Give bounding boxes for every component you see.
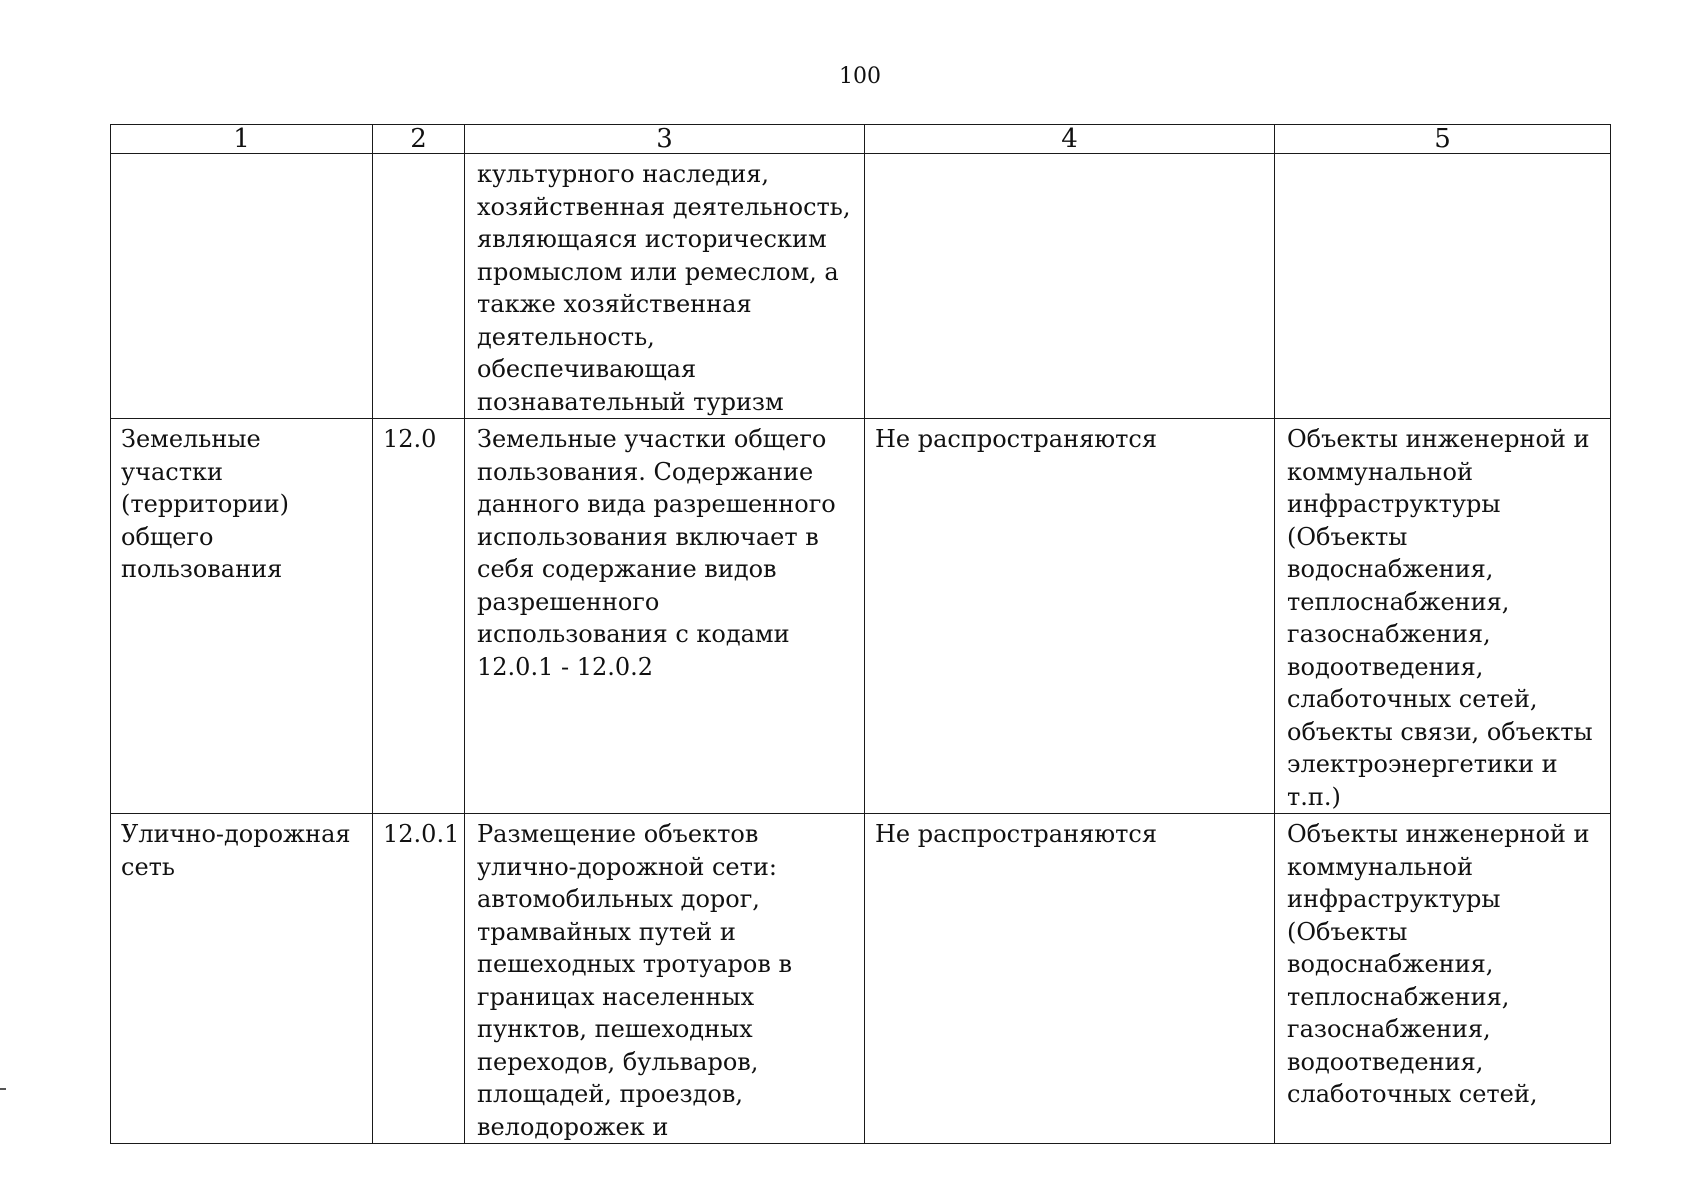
cell-auxiliary-uses: [1275, 814, 1611, 1144]
cell-restrictions: [865, 814, 1275, 1144]
column-header-4: 4: [865, 125, 1275, 154]
cell-use-name: [111, 154, 373, 419]
cell-restrictions: [865, 419, 1275, 814]
table-row: [111, 814, 1611, 1144]
use-description-text: культурного наследия, хозяйственная деятельность, являющаяся историческим промыслом или ремеслом, а также хозяйственная деятельность, обеспечивающая познавательный туризм: [477, 160, 851, 416]
table-row: [111, 154, 1611, 419]
column-header-2: 2: [373, 125, 465, 154]
cell-use-code: [373, 814, 465, 1144]
cell-use-description: [465, 419, 865, 814]
use-code-text: 12.0: [383, 425, 437, 453]
header-row: [111, 125, 1611, 154]
cell-use-name: [111, 419, 373, 814]
cell-auxiliary-uses: [1275, 154, 1611, 419]
restrictions-text: Не распространяются: [875, 425, 1157, 453]
cell-use-description: [465, 814, 865, 1144]
table-row: [111, 419, 1611, 814]
use-code-text: 12.0.1: [383, 820, 460, 848]
cell-use-name: [111, 814, 373, 1144]
auxiliary-uses-text: Объекты инженерной и коммунальной инфраструктуры (Объекты водоснабжения, теплоснабжения, газоснабжения, водоотведения, слаботочных сетей, объекты связи, объекты электроэнергетики и т.п.): [1287, 425, 1593, 811]
use-name-text: Земельные участки (территории) общего пользования: [121, 425, 290, 583]
regulations-table: [110, 124, 1611, 1144]
page-number: 100: [839, 64, 881, 89]
table-header: [111, 125, 1611, 154]
auxiliary-uses-text: Объекты инженерной и коммунальной инфраструктуры (Объекты водоснабжения, теплоснабжения, газоснабжения, водоотведения, слаботочных сетей,: [1287, 820, 1590, 1108]
column-header-5: 5: [1275, 125, 1611, 154]
cell-restrictions: [865, 154, 1275, 419]
cell-use-code: [373, 154, 465, 419]
table-body: [111, 154, 1611, 1144]
use-name-text: Улично-дорожная сеть: [121, 820, 351, 881]
restrictions-text: Не распространяются: [875, 820, 1157, 848]
margin-mark: [0, 1088, 6, 1090]
cell-use-code: [373, 419, 465, 814]
column-header-3: 3: [465, 125, 865, 154]
cell-auxiliary-uses: [1275, 419, 1611, 814]
cell-use-description: [465, 154, 865, 419]
column-header-1: 1: [111, 125, 373, 154]
use-description-text: Размещение объектов улично-дорожной сети: автомобильных дорог, трамвайных путей и пешеходных тротуаров в границах населенных пунктов, пешеходных переходов, бульваров, площадей, проездов, велодорожек и: [477, 820, 792, 1141]
use-description-text: Земельные участки общего пользования. Содержание данного вида разрешенного использования включает в себя содержание видов разрешенного использования с кодами 12.0.1 - 12.0.2: [477, 425, 836, 681]
